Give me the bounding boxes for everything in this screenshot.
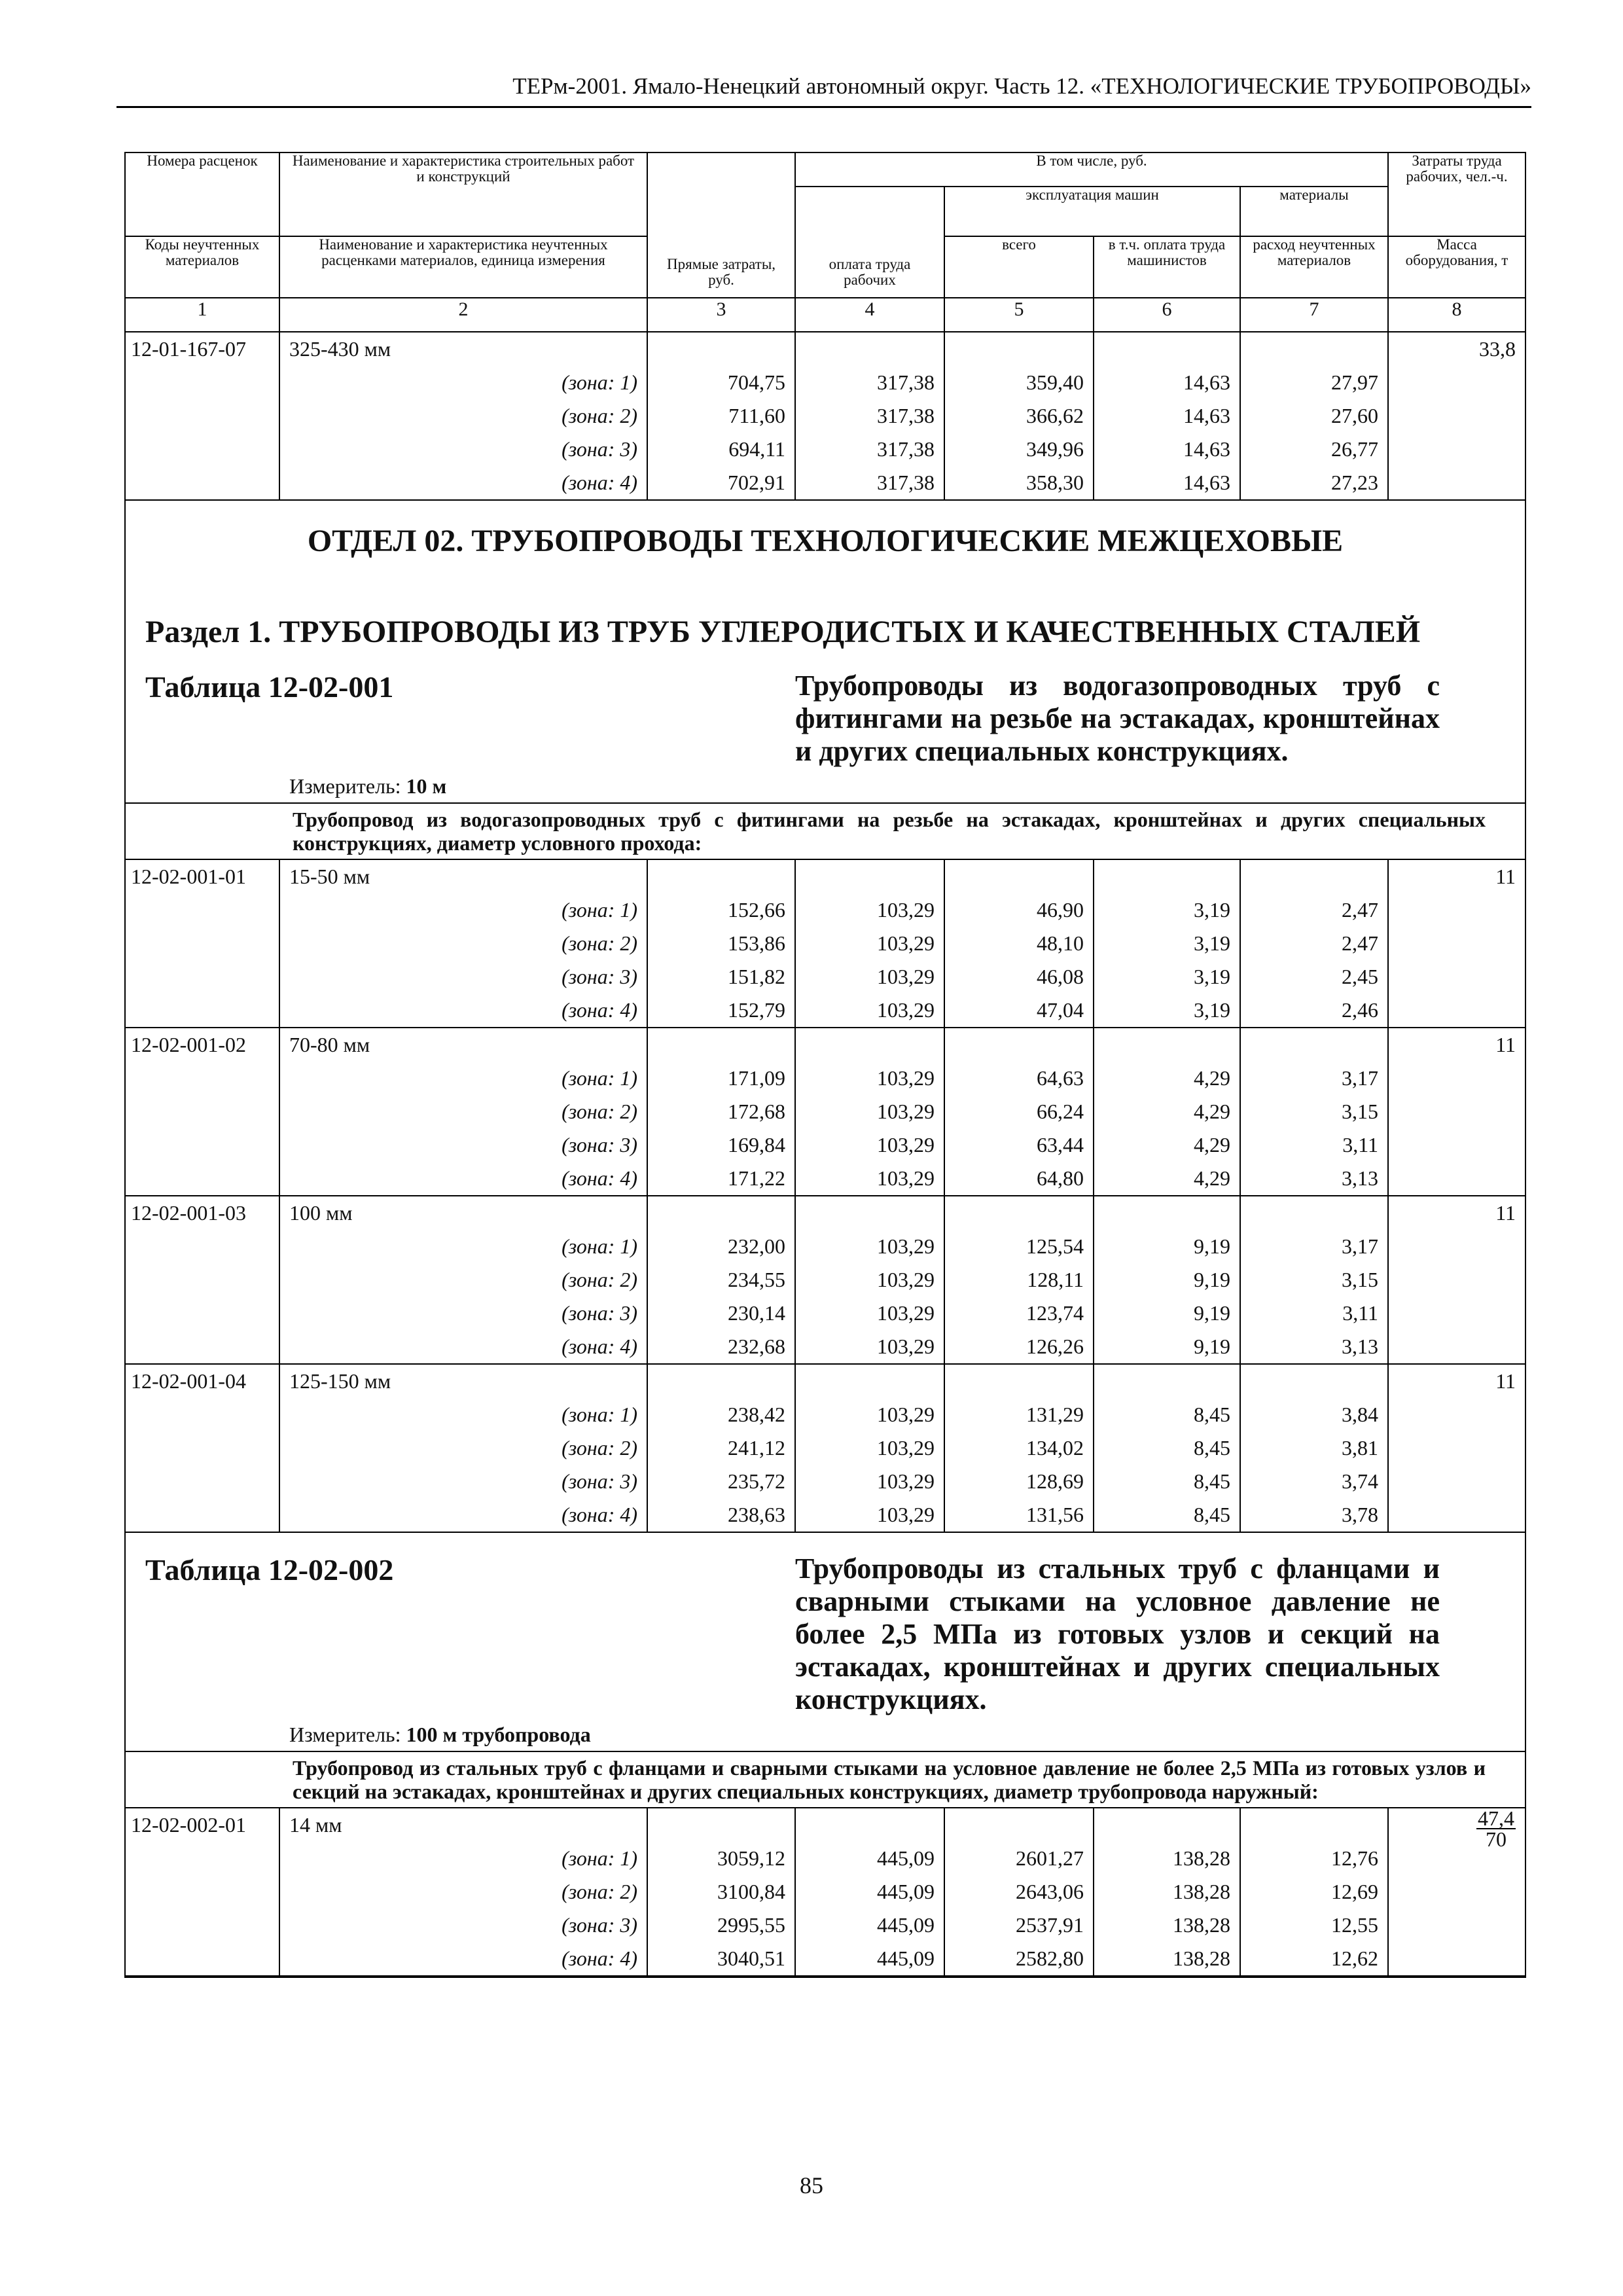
value-c4: 317,38 (795, 399, 944, 433)
value-c7: 27,60 (1240, 399, 1388, 433)
mass-value: 11 (1495, 1033, 1516, 1056)
col8-header-top: Затраты труда рабочих, чел.-ч. (1388, 152, 1525, 236)
value-c6: 4,29 (1094, 1162, 1240, 1196)
rate-item-row (125, 1808, 1525, 1842)
rate-code: 12-02-001-01 (125, 859, 279, 1028)
col1-header-bottom: Коды неучтенных материалов (125, 236, 279, 298)
value-c3: 152,79 (647, 994, 795, 1028)
zone-label: (зона: 2) (279, 1875, 647, 1909)
rate-item-row (125, 859, 1525, 893)
col-number: 1 (125, 298, 279, 332)
empty-cell (944, 859, 1094, 893)
value-c6: 138,28 (1094, 1909, 1240, 1942)
value-c7: 2,47 (1240, 927, 1388, 960)
value-c6: 8,45 (1094, 1465, 1240, 1498)
zone-row (125, 466, 1525, 500)
rate-name: 325-430 мм (279, 332, 647, 366)
zone-label: (зона: 2) (279, 399, 647, 433)
table-title: Трубопроводы из стальных труб с фланцами и сварными стыками на условное давление не более 2,5 МПа из готовых узлов и секций на эстакадах, кронштейнах и других специальных конструкциях. (795, 1532, 1525, 1716)
value-c4: 445,09 (795, 1942, 944, 1977)
value-c3: 702,91 (647, 466, 795, 500)
value-c7: 27,97 (1240, 366, 1388, 399)
mass-cell (1388, 1808, 1525, 1977)
value-c7: 3,78 (1240, 1498, 1388, 1532)
rate-item-row (125, 1196, 1525, 1230)
value-c7: 27,23 (1240, 466, 1388, 500)
empty-cell (944, 1364, 1094, 1398)
zone-label: (зона: 3) (279, 960, 647, 994)
zone-row (125, 1095, 1525, 1128)
zone-label: (зона: 2) (279, 1095, 647, 1128)
value-c4: 317,38 (795, 366, 944, 399)
zone-row (125, 960, 1525, 994)
empty-cell (795, 1808, 944, 1842)
zone-row (125, 1842, 1525, 1875)
value-c6: 9,19 (1094, 1297, 1240, 1330)
table-description: Трубопровод из стальных труб с фланцами и сварными стыками на условное давление не более 2,5 МПа из готовых узлов и секций на эстакадах, кронштейнах и других специальных конструкциях, диаметр трубопровода наружный: (279, 1751, 1525, 1808)
value-c6: 9,19 (1094, 1330, 1240, 1364)
rate-item-row (125, 1364, 1525, 1398)
value-c5: 126,26 (944, 1330, 1094, 1364)
zone-label: (зона: 2) (279, 927, 647, 960)
empty-cell (944, 332, 1094, 366)
value-c5: 366,62 (944, 399, 1094, 433)
zone-row (125, 994, 1525, 1028)
value-c3: 169,84 (647, 1128, 795, 1162)
empty-cell (944, 1808, 1094, 1842)
zone-label: (зона: 2) (279, 1263, 647, 1297)
zone-label: (зона: 4) (279, 994, 647, 1028)
table-number: Таблица 12-02-002 (125, 1532, 795, 1716)
section-title: Раздел 1. ТРУБОПРОВОДЫ ИЗ ТРУБ УГЛЕРОДИСТЫХ И КАЧЕСТВЕННЫХ СТАЛЕЙ (125, 572, 1525, 650)
col2-header-bottom: Наименование и характеристика неучтенных расценками материалов, единица измерения (279, 236, 647, 298)
mass-cell (1388, 859, 1525, 1028)
empty-cell (1094, 1196, 1240, 1230)
mass-fraction (1476, 1808, 1516, 1849)
value-c5: 349,96 (944, 433, 1094, 466)
value-c6: 8,45 (1094, 1498, 1240, 1532)
zone-label: (зона: 1) (279, 1230, 647, 1263)
value-c5: 128,69 (944, 1465, 1094, 1498)
zone-label: (зона: 4) (279, 1330, 647, 1364)
value-c3: 230,14 (647, 1297, 795, 1330)
zone-row (125, 1942, 1525, 1977)
zone-label: (зона: 1) (279, 1398, 647, 1431)
mass-cell (1388, 1364, 1525, 1532)
meter-label: Измеритель: (289, 1723, 401, 1746)
table-title: Трубопроводы из водогазопроводных труб с фитингами на резьбе на эстакадах, кронштейнах и других специальных конструкциях. (795, 650, 1525, 768)
value-c4: 103,29 (795, 1431, 944, 1465)
zone-label: (зона: 3) (279, 1465, 647, 1498)
mass-top: 47,4 (1478, 1806, 1515, 1830)
value-c7: 12,69 (1240, 1875, 1388, 1909)
col6-header: в т.ч. оплата труда машинистов (1094, 236, 1240, 298)
zone-row (125, 433, 1525, 466)
rate-name: 70-80 мм (279, 1028, 647, 1062)
rate-name: 14 мм (279, 1808, 647, 1842)
value-c4: 103,29 (795, 1297, 944, 1330)
value-c4: 445,09 (795, 1909, 944, 1942)
empty-cell (647, 1808, 795, 1842)
value-c7: 3,15 (1240, 1263, 1388, 1297)
value-c6: 4,29 (1094, 1062, 1240, 1095)
value-c4: 103,29 (795, 1095, 944, 1128)
value-c3: 238,42 (647, 1398, 795, 1431)
value-c3: 172,68 (647, 1095, 795, 1128)
value-c7: 3,15 (1240, 1095, 1388, 1128)
zone-row (125, 1297, 1525, 1330)
empty-cell (1094, 859, 1240, 893)
col-number: 2 (279, 298, 647, 332)
zone-label: (зона: 1) (279, 1062, 647, 1095)
mass-value: 11 (1495, 865, 1516, 888)
value-c6: 3,19 (1094, 994, 1240, 1028)
value-c6: 8,45 (1094, 1398, 1240, 1431)
zone-label: (зона: 1) (279, 893, 647, 927)
value-c5: 64,80 (944, 1162, 1094, 1196)
value-c4: 103,29 (795, 1062, 944, 1095)
value-c3: 232,68 (647, 1330, 795, 1364)
meter-value: 10 м (406, 774, 447, 798)
col-number: 6 (1094, 298, 1240, 332)
rate-code: 12-02-001-03 (125, 1196, 279, 1364)
value-c4: 445,09 (795, 1875, 944, 1909)
value-c3: 153,86 (647, 927, 795, 960)
zone-row (125, 1230, 1525, 1263)
value-c6: 4,29 (1094, 1128, 1240, 1162)
col3-header: Прямые затраты, руб. (647, 152, 795, 298)
zone-row (125, 366, 1525, 399)
rate-code: 12-01-167-07 (125, 332, 279, 500)
zone-label: (зона: 3) (279, 1909, 647, 1942)
value-c4: 103,29 (795, 1465, 944, 1498)
value-c3: 232,00 (647, 1230, 795, 1263)
value-c7: 3,13 (1240, 1330, 1388, 1364)
value-c3: 151,82 (647, 960, 795, 994)
col-number: 5 (944, 298, 1094, 332)
value-c5: 125,54 (944, 1230, 1094, 1263)
zone-label: (зона: 3) (279, 1297, 647, 1330)
meter-label: Измеритель: (289, 774, 401, 798)
zone-row (125, 1398, 1525, 1431)
header-rule (116, 106, 1531, 108)
value-c3: 694,11 (647, 433, 795, 466)
value-c4: 103,29 (795, 1162, 944, 1196)
zone-row (125, 1465, 1525, 1498)
mass-cell (1388, 332, 1525, 500)
running-header: ТЕРм-2001. Ямало-Ненецкий автономный округ. Часть 12. «ТЕХНОЛОГИЧЕСКИЕ ТРУБОПРОВОДЫ» (512, 73, 1531, 99)
zone-label: (зона: 4) (279, 1498, 647, 1532)
rate-item-row (125, 1028, 1525, 1062)
value-c5: 2643,06 (944, 1875, 1094, 1909)
zone-row (125, 927, 1525, 960)
empty-cell (1094, 1364, 1240, 1398)
value-c4: 103,29 (795, 1230, 944, 1263)
value-c3: 235,72 (647, 1465, 795, 1498)
value-c3: 704,75 (647, 366, 795, 399)
empty-cell (795, 1196, 944, 1230)
col8-header-bottom: Масса оборудования, т (1388, 236, 1525, 298)
rate-name: 125-150 мм (279, 1364, 647, 1398)
value-c3: 152,66 (647, 893, 795, 927)
value-c6: 14,63 (1094, 399, 1240, 433)
zone-label: (зона: 3) (279, 433, 647, 466)
value-c4: 103,29 (795, 960, 944, 994)
empty-cell (647, 1028, 795, 1062)
value-c4: 103,29 (795, 1128, 944, 1162)
value-c6: 3,19 (1094, 893, 1240, 927)
empty-cell (1240, 1028, 1388, 1062)
value-c3: 3040,51 (647, 1942, 795, 1977)
value-c4: 445,09 (795, 1842, 944, 1875)
value-c3: 711,60 (647, 399, 795, 433)
value-c7: 3,17 (1240, 1230, 1388, 1263)
value-c3: 241,12 (647, 1431, 795, 1465)
value-c4: 317,38 (795, 433, 944, 466)
zone-row (125, 1062, 1525, 1095)
value-c4: 103,29 (795, 1330, 944, 1364)
zone-label: (зона: 4) (279, 466, 647, 500)
empty-cell (1094, 1028, 1240, 1062)
value-c7: 3,81 (1240, 1431, 1388, 1465)
value-c4: 103,29 (795, 893, 944, 927)
rate-item-row (125, 332, 1525, 366)
mass-cell (1388, 1028, 1525, 1196)
meter-line (125, 1716, 1525, 1751)
value-c7: 12,55 (1240, 1909, 1388, 1942)
value-c5: 134,02 (944, 1431, 1094, 1465)
rate-name: 15-50 мм (279, 859, 647, 893)
value-c7: 2,47 (1240, 893, 1388, 927)
rates-table (124, 152, 1526, 1978)
empty-cell (944, 1028, 1094, 1062)
value-c5: 47,04 (944, 994, 1094, 1028)
value-c4: 103,29 (795, 927, 944, 960)
value-c7: 2,45 (1240, 960, 1388, 994)
value-c7: 3,13 (1240, 1162, 1388, 1196)
col5-header: всего (944, 236, 1094, 298)
empty-cell (1094, 1808, 1240, 1842)
zone-row (125, 1909, 1525, 1942)
value-c6: 9,19 (1094, 1263, 1240, 1297)
value-c5: 128,11 (944, 1263, 1094, 1297)
value-c7: 12,62 (1240, 1942, 1388, 1977)
empty-cell (1240, 1196, 1388, 1230)
value-c5: 64,63 (944, 1062, 1094, 1095)
value-c6: 14,63 (1094, 433, 1240, 466)
empty-cell (944, 1196, 1094, 1230)
value-c3: 234,55 (647, 1263, 795, 1297)
desc-spacer (125, 1751, 279, 1808)
col-number: 4 (795, 298, 944, 332)
zone-row (125, 1875, 1525, 1909)
value-c6: 3,19 (1094, 927, 1240, 960)
value-c6: 9,19 (1094, 1230, 1240, 1263)
zone-label: (зона: 2) (279, 1431, 647, 1465)
rate-code: 12-02-002-01 (125, 1808, 279, 1977)
page-number: 85 (800, 2172, 823, 2198)
value-c6: 138,28 (1094, 1875, 1240, 1909)
value-c7: 12,76 (1240, 1842, 1388, 1875)
mass-value: 33,8 (1479, 337, 1516, 361)
value-c4: 103,29 (795, 1263, 944, 1297)
including-header: В том числе, руб. (795, 152, 1388, 187)
value-c6: 3,19 (1094, 960, 1240, 994)
value-c6: 138,28 (1094, 1842, 1240, 1875)
value-c6: 14,63 (1094, 366, 1240, 399)
value-c3: 238,63 (647, 1498, 795, 1532)
value-c7: 3,74 (1240, 1465, 1388, 1498)
col-number: 7 (1240, 298, 1388, 332)
empty-cell (1240, 332, 1388, 366)
zone-row (125, 399, 1525, 433)
col2-header-top: Наименование и характеристика строительных работ и конструкций (279, 152, 647, 236)
value-c5: 131,29 (944, 1398, 1094, 1431)
meter-line (125, 768, 1525, 803)
department-title: ОТДЕЛ 02. ТРУБОПРОВОДЫ ТЕХНОЛОГИЧЕСКИЕ МЕЖЦЕХОВЫЕ (125, 500, 1525, 572)
value-c3: 3059,12 (647, 1842, 795, 1875)
mass-value: 11 (1495, 1369, 1516, 1393)
rate-code: 12-02-001-02 (125, 1028, 279, 1196)
value-c4: 103,29 (795, 994, 944, 1028)
empty-cell (1094, 332, 1240, 366)
mass-bottom: 70 (1486, 1827, 1507, 1851)
desc-spacer (125, 803, 279, 859)
mass-value: 11 (1495, 1201, 1516, 1225)
value-c6: 4,29 (1094, 1095, 1240, 1128)
value-c5: 46,90 (944, 893, 1094, 927)
zone-label: (зона: 4) (279, 1942, 647, 1977)
value-c4: 103,29 (795, 1498, 944, 1532)
zone-row (125, 1263, 1525, 1297)
zone-row (125, 893, 1525, 927)
zone-label: (зона: 1) (279, 1842, 647, 1875)
zone-label: (зона: 1) (279, 366, 647, 399)
table-description: Трубопровод из водогазопроводных труб с фитингами на резьбе на эстакадах, кронштейнах и других специальных конструкциях, диаметр условного прохода: (279, 803, 1525, 859)
col-number: 3 (647, 298, 795, 332)
value-c3: 3100,84 (647, 1875, 795, 1909)
empty-cell (795, 1364, 944, 1398)
col-number: 8 (1388, 298, 1525, 332)
value-c5: 48,10 (944, 927, 1094, 960)
zone-row (125, 1330, 1525, 1364)
value-c4: 317,38 (795, 466, 944, 500)
value-c5: 359,40 (944, 366, 1094, 399)
col4-header: оплата труда рабочих (795, 187, 944, 298)
empty-cell (1240, 859, 1388, 893)
value-c3: 171,09 (647, 1062, 795, 1095)
col7-header: расход неучтенных материалов (1240, 236, 1388, 298)
empty-cell (647, 332, 795, 366)
zone-label: (зона: 4) (279, 1162, 647, 1196)
value-c4: 103,29 (795, 1398, 944, 1431)
empty-cell (795, 1028, 944, 1062)
value-c3: 2995,55 (647, 1909, 795, 1942)
value-c5: 358,30 (944, 466, 1094, 500)
zone-row (125, 1128, 1525, 1162)
empty-cell (1240, 1808, 1388, 1842)
value-c5: 2601,27 (944, 1842, 1094, 1875)
empty-cell (647, 1364, 795, 1398)
value-c7: 3,84 (1240, 1398, 1388, 1431)
value-c6: 138,28 (1094, 1942, 1240, 1977)
value-c7: 3,11 (1240, 1128, 1388, 1162)
mass-cell (1388, 1196, 1525, 1364)
value-c6: 8,45 (1094, 1431, 1240, 1465)
empty-cell (795, 859, 944, 893)
value-c6: 14,63 (1094, 466, 1240, 500)
value-c3: 171,22 (647, 1162, 795, 1196)
zone-row (125, 1162, 1525, 1196)
value-c5: 46,08 (944, 960, 1094, 994)
meter-value: 100 м трубопровода (406, 1723, 591, 1746)
empty-cell (1240, 1364, 1388, 1398)
value-c5: 123,74 (944, 1297, 1094, 1330)
value-c5: 2582,80 (944, 1942, 1094, 1977)
empty-cell (647, 859, 795, 893)
value-c7: 2,46 (1240, 994, 1388, 1028)
col1-header-top: Номера расценок (125, 152, 279, 236)
value-c7: 3,17 (1240, 1062, 1388, 1095)
materials-header: материалы (1240, 187, 1388, 236)
value-c5: 63,44 (944, 1128, 1094, 1162)
value-c5: 66,24 (944, 1095, 1094, 1128)
value-c5: 2537,91 (944, 1909, 1094, 1942)
zone-label: (зона: 3) (279, 1128, 647, 1162)
value-c7: 26,77 (1240, 433, 1388, 466)
rate-name: 100 мм (279, 1196, 647, 1230)
value-c5: 131,56 (944, 1498, 1094, 1532)
empty-cell (647, 1196, 795, 1230)
table-number: Таблица 12-02-001 (125, 650, 795, 768)
zone-row (125, 1431, 1525, 1465)
machines-header: эксплуатация машин (944, 187, 1240, 236)
empty-cell (795, 332, 944, 366)
value-c7: 3,11 (1240, 1297, 1388, 1330)
rate-code: 12-02-001-04 (125, 1364, 279, 1532)
zone-row (125, 1498, 1525, 1532)
